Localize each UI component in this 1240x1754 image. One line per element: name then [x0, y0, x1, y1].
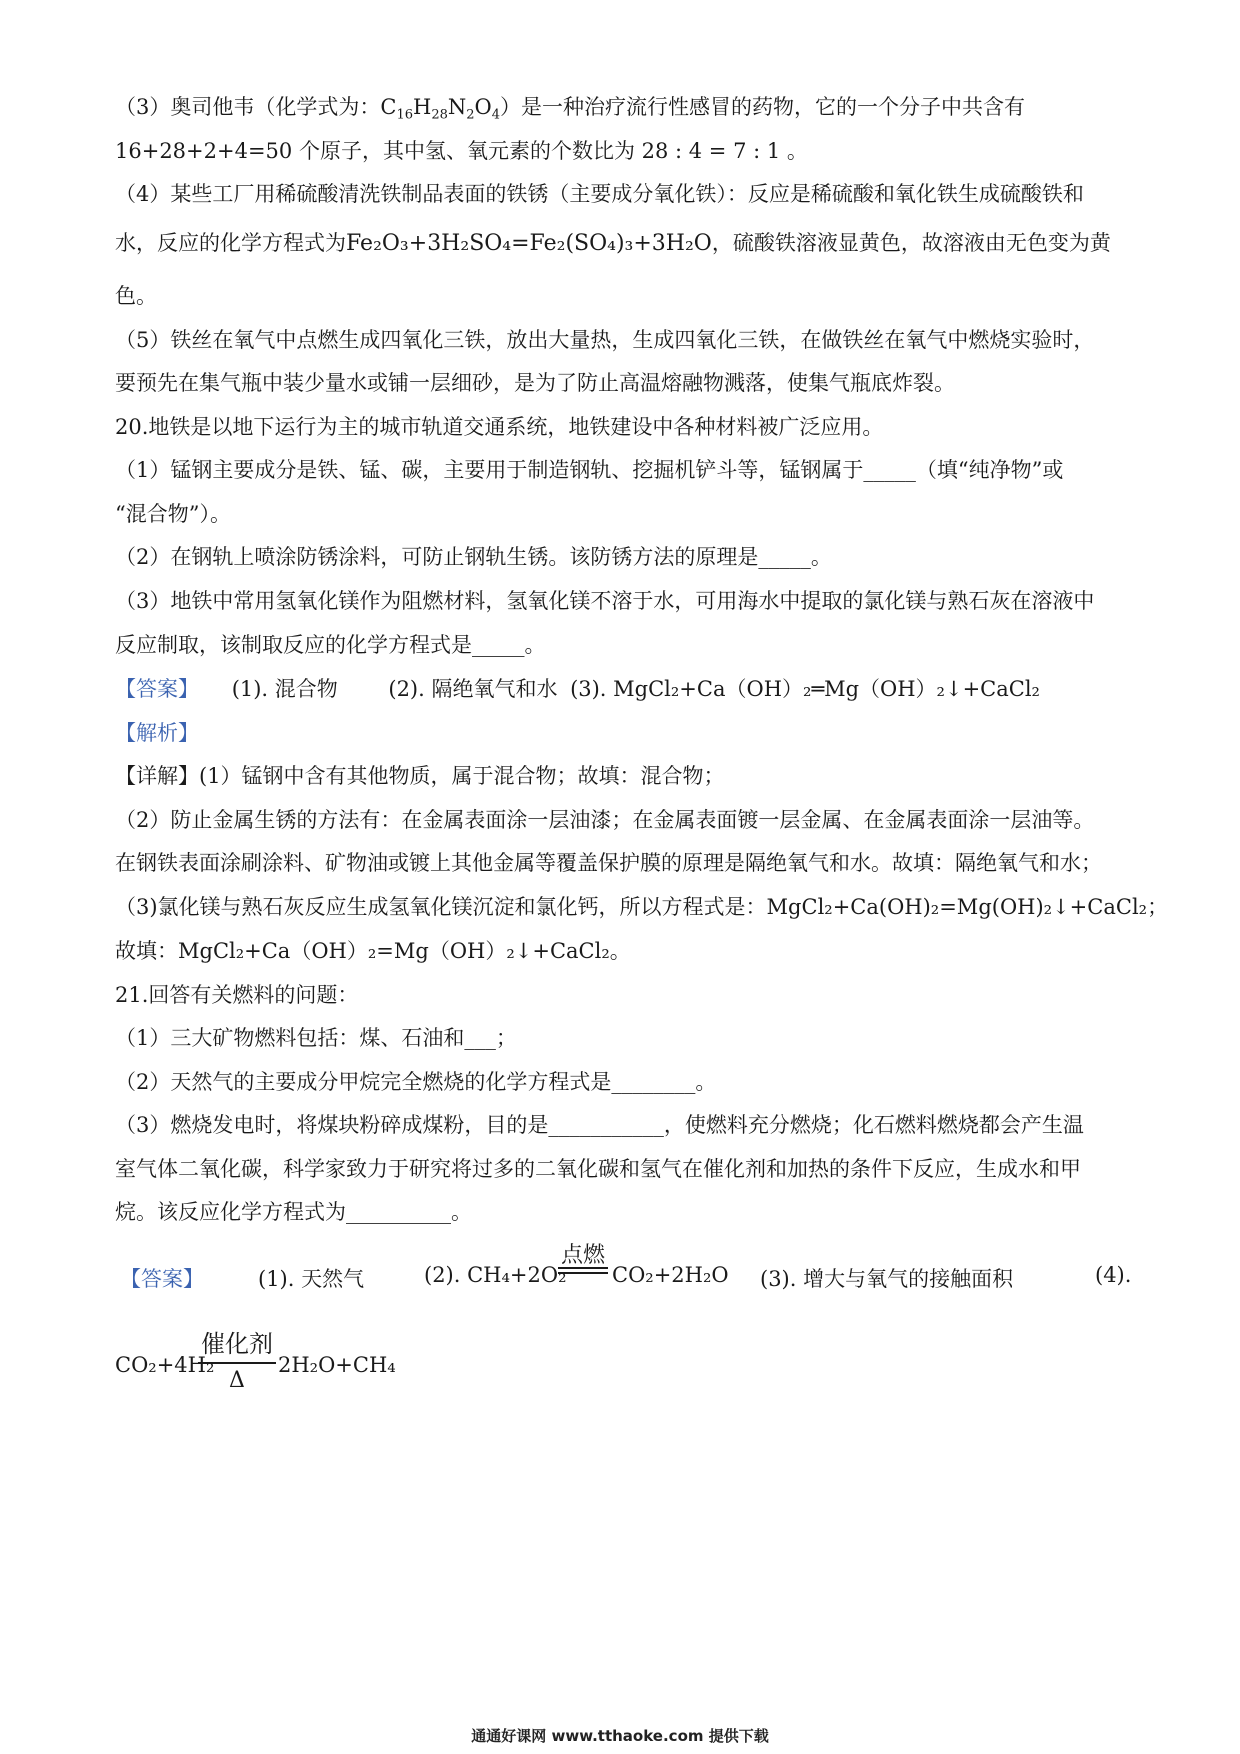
q21-title: 21.回答有关燃料的问题： [115, 983, 359, 1007]
q19-part4-line1: （4）某些工厂用稀硫酸清洗铁制品表面的铁锈（主要成分氧化铁）：反应是稀硫酸和氧化铁生成硫酸铁和 [115, 182, 1084, 206]
q21-answer-4-condition [198, 1324, 276, 1404]
answer-item: (3). MgCl₂+Ca（OH）₂═Mg（OH）₂↓+CaCl₂ [570, 677, 1040, 701]
q20-sub3-line1: （3）地铁中常用氢氧化镁作为阻燃材料，氢氧化镁不溶于水，可用海水中提取的氯化镁与熟石灰在溶液中 [115, 589, 1095, 613]
q20-answer [115, 674, 1135, 704]
q21-answer-3: (3). 增大与氧气的接触面积 [760, 1267, 1014, 1291]
subscript: 2 [466, 107, 475, 123]
page-footer: 通通好课网 www.tthaoke.com 提供下载 [471, 1727, 769, 1745]
answer-item: (1). 混合物 [231, 677, 338, 701]
subscript: 28 [431, 107, 448, 123]
text: 水，反应的化学方程式为 [115, 231, 346, 255]
q20-detail-line5: 故填：MgCl₂+Ca（OH）₂=Mg（OH）₂↓+CaCl₂。 [115, 939, 631, 963]
q20-detail-line2: （2）防止金属生锈的方法有：在金属表面涂一层油漆；在金属表面镀一层金属、在金属表面涂一层油等。 [115, 808, 1095, 832]
answer-item: (2). 隔绝氧气和水 [388, 677, 558, 701]
q19-part4-line3: 色。 [115, 284, 157, 308]
q20-sub1-line1: （1）锰钢主要成分是铁、锰、碳，主要用于制造钢轨、挖掘机铲斗等，锰钢属于_____（填“纯净物”或 [115, 458, 1064, 482]
q19-part3-line1 [115, 92, 1135, 122]
q21-answer-tag: 【答案】 [120, 1267, 204, 1291]
q21-sub1: （1）三大矿物燃料包括：煤、石油和___； [115, 1026, 517, 1050]
q20-title: 20.地铁是以地下运行为主的城市轨道交通系统，地铁建设中各种材料被广泛应用。 [115, 415, 884, 439]
q21-sub3-line1: （3）燃烧发电时，将煤块粉碎成煤粉，目的是___________，使燃料充分燃烧；化石燃料燃烧都会产生温 [115, 1113, 1084, 1137]
q20-sub2: （2）在钢轨上喷涂防锈涂料，可防止钢轨生锈。该防锈方法的原理是_____。 [115, 545, 832, 569]
text: O [474, 95, 492, 119]
q20-analysis-tag: 【解析】 [115, 721, 199, 745]
q21-answer-2-left: (2). CH₄+2O₂ [424, 1263, 567, 1287]
q21-sub3-line2: 室气体二氧化碳，科学家致力于研究将过多的二氧化碳和氢气在催化剂和加热的条件下反应，生成水和甲 [115, 1157, 1081, 1181]
q21-answer-1: (1). 天然气 [258, 1267, 365, 1291]
q19-part3-line2: 16+28+2+4=50 个原子，其中氢、氧元素的个数比为 28 : 4 = 7 : 1 。 [115, 139, 808, 163]
q19-part5-line1: （5）铁丝在氧气中点燃生成四氧化三铁，放出大量热，生成四氧化三铁，在做铁丝在氧气中燃烧实验时， [115, 328, 1095, 352]
q21-answer-2-right: CO₂+2H₂O [612, 1263, 729, 1287]
q20-detail-line3: 在钢铁表面涂刷涂料、矿物油或镀上其他金属等覆盖保护膜的原理是隔绝氧气和水。故填：隔绝氧气和水； [115, 851, 1102, 875]
answer-tag: 【答案】 [115, 677, 199, 701]
heat-label: Δ [229, 1368, 245, 1393]
q20-sub1-line2: “混合物”）。 [115, 502, 231, 526]
q21-answer-2-condition [558, 1238, 608, 1288]
q21-sub3-line3: 烷。该反应化学方程式为__________。 [115, 1200, 472, 1224]
chemical-equation: Fe₂O₃+3H₂SO₄=Fe₂(SO₄)₃+3H₂O [346, 231, 712, 256]
equation-bar [198, 1362, 276, 1364]
text: N [447, 95, 467, 119]
q21-answer-4-left: CO₂+4H₂ [115, 1353, 215, 1377]
text: H [413, 95, 432, 119]
q19-part5-line2: 要预先在集气瓶中装少量水或铺一层细砂，是为了防止高温熔融物溅落，使集气瓶底炸裂。 [115, 371, 955, 395]
equation-bar [558, 1267, 608, 1269]
condition-label: 点燃 [560, 1243, 605, 1268]
q20-detail-line4: （3)氯化镁与熟石灰反应生成氢氧化镁沉淀和氯化钙，所以方程式是：MgCl₂+Ca(OH)₂=Mg(OH)₂↓+CaCl₂； [115, 895, 1169, 919]
text: ）是一种治疗流行性感冒的药物，它的一个分子中共含有 [500, 95, 1026, 119]
text: （3）奥司他韦（化学式为：C [115, 95, 397, 119]
q19-part4-line2 [115, 228, 1135, 259]
q21-sub2: （2）天然气的主要成分甲烷完全燃烧的化学方程式是________。 [115, 1070, 717, 1094]
q20-detail-line1: 【详解】(1）锰钢中含有其他物质，属于混合物；故填：混合物； [115, 764, 725, 788]
catalyst-label: 催化剂 [201, 1330, 273, 1358]
text: ，硫酸铁溶液显黄色，故溶液由无色变为黄 [711, 231, 1111, 255]
q20-sub3-line2: 反应制取，该制取反应的化学方程式是_____。 [115, 633, 546, 657]
q21-answer-4-right: 2H₂O+CH₄ [278, 1353, 396, 1377]
subscript: 4 [491, 107, 501, 123]
q21-answer-4-label: (4). [1095, 1263, 1132, 1287]
equation-bar [558, 1272, 608, 1274]
subscript: 16 [396, 107, 413, 123]
